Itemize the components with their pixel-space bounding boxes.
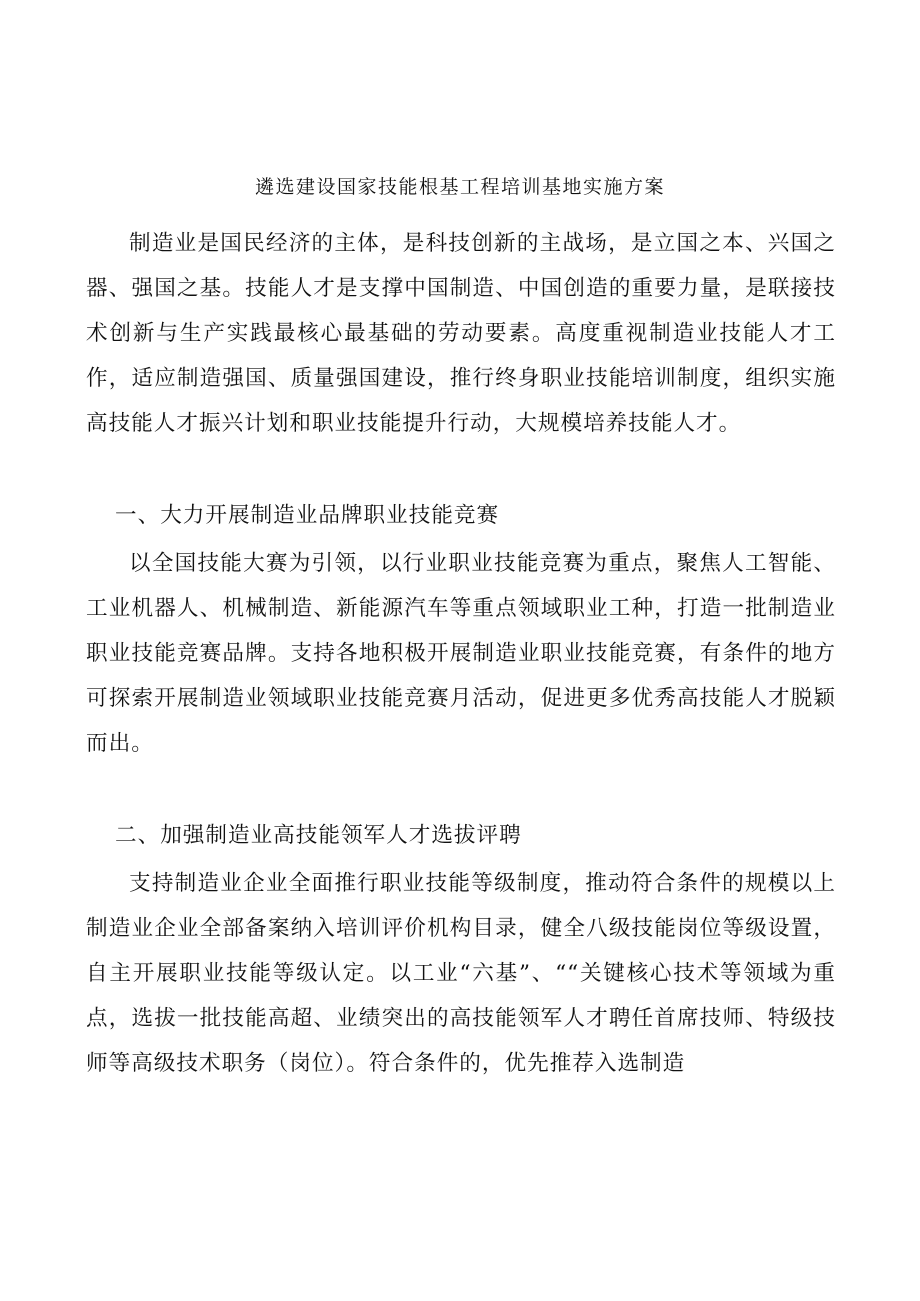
section-heading-2: 二、加强制造业高技能领军人才选拔评聘 [115,823,522,848]
section-body-2: 支持制造业企业全面推行职业技能等级制度，推动符合条件的规模以上制造业企业全部备案纳入培训评价机构目录，健全八级技能岗位等级设置，自主开展职业技能等级认定。以工业“六基”、““关键核心技术等领域为重点，选拔一批技能高超、业绩突出的高技能领军人才聘任首席技师、特级技师等高级技术职务（岗位）。符合条件的，优先推荐入选制造 [86,871,836,1076]
intro-paragraph: 制造业是国民经济的主体，是科技创新的主战场，是立国之本、兴国之器、强国之基。技能人才是支撑中国制造、中国创造的重要力量，是联接技术创新与生产实践最核心最基础的劳动要素。高度重视制造业技能人才工作，适应制造强国、质量强国建设，推行终身职业技能培训制度，组织实施高技能人才振兴计划和职业技能提升行动，大规模培养技能人才。 [86,231,836,436]
section-heading-1: 一、大力开展制造业品牌职业技能竞赛 [115,503,500,528]
document-title: 遴选建设国家技能根基工程培训基地实施方案 [254,176,665,198]
section-body-1: 以全国技能大赛为引领，以行业职业技能竞赛为重点，聚焦人工智能、工业机器人、机械制造、新能源汽车等重点领域职业工种，打造一批制造业职业技能竞赛品牌。支持各地积极开展制造业职业技能竞赛，有条件的地方可探索开展制造业领域职业技能竞赛月活动，促进更多优秀高技能人才脱颖而出。 [86,551,836,756]
